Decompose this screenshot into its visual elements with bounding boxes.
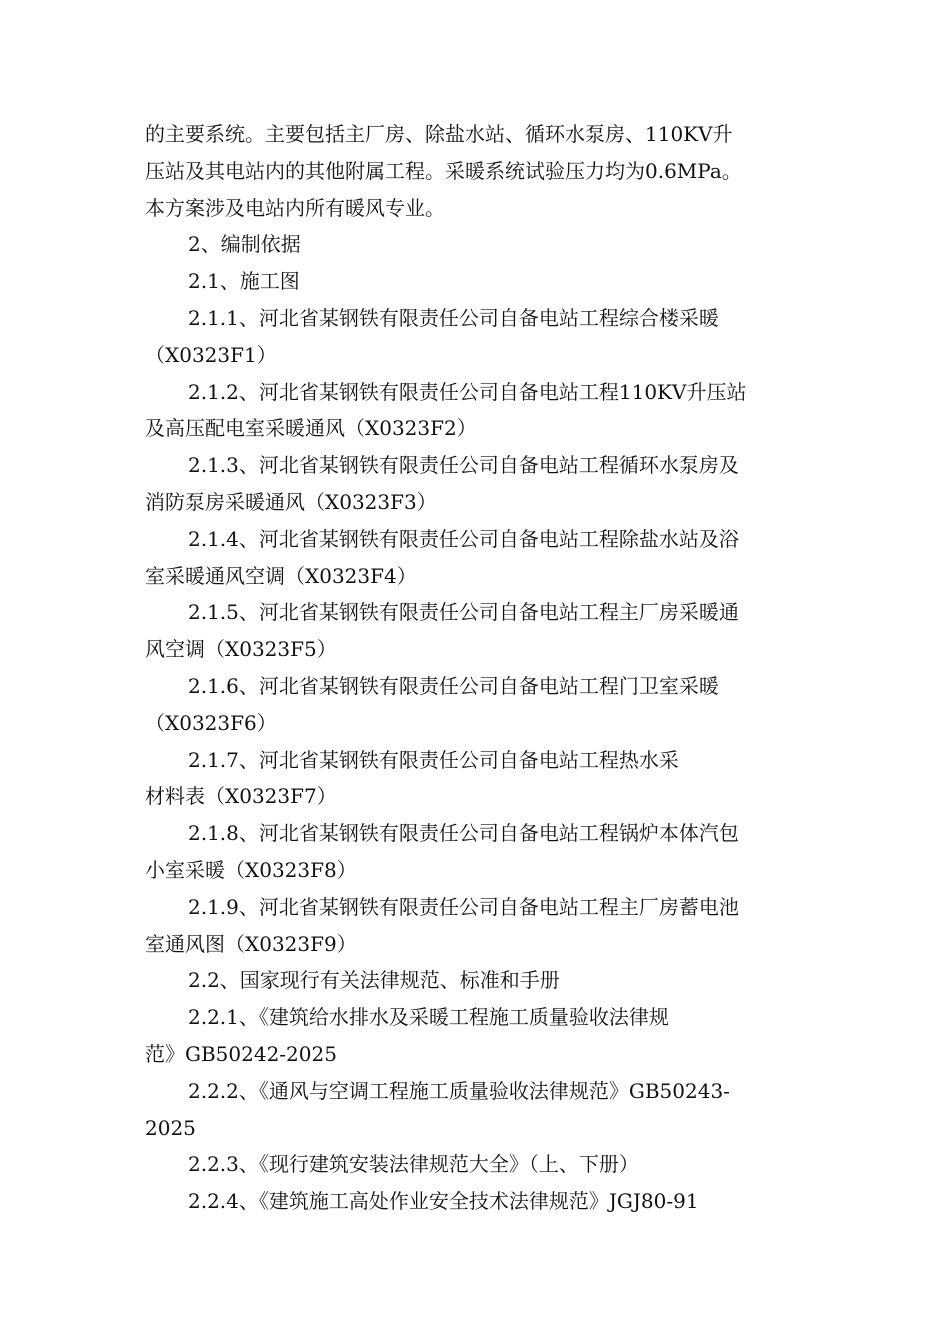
text-line: （X0323F6） bbox=[145, 710, 277, 735]
text-line: 2、编制依据 bbox=[188, 232, 301, 257]
text-line: 2.2、国家现行有关法律规范、标准和手册 bbox=[188, 968, 560, 993]
text-line: 2.1.5、河北省某钢铁有限责任公司自备电站工程主厂房采暖通 bbox=[188, 600, 739, 625]
text-line: 范》GB50242-2025 bbox=[145, 1041, 337, 1066]
text-line: （X0323F1） bbox=[145, 342, 277, 367]
text-line: 2.1.4、河北省某钢铁有限责任公司自备电站工程除盐水站及浴 bbox=[188, 526, 739, 551]
text-line: 室通风图（X0323F9） bbox=[145, 931, 357, 956]
document-body bbox=[145, 116, 810, 1220]
text-line: 2.1.7、河北省某钢铁有限责任公司自备电站工程热水采 bbox=[188, 747, 679, 772]
text-line: 2025 bbox=[145, 1115, 196, 1140]
text-line: 2.2.2、《通风与空调工程施工质量验收法律规范》GB50243- bbox=[188, 1078, 730, 1103]
text-line: 2.2.1、《建筑给水排水及采暖工程施工质量验收法律规 bbox=[188, 1005, 669, 1030]
text-line: 小室采暖（X0323F8） bbox=[145, 857, 357, 882]
text-line: 2.1.6、河北省某钢铁有限责任公司自备电站工程门卫室采暖 bbox=[188, 673, 719, 698]
text-line: 2.2.3、《现行建筑安装法律规范大全》（上、下册） bbox=[188, 1152, 639, 1177]
text-line: 2.2.4、《建筑施工高处作业安全技术法律规范》JGJ80-91 bbox=[188, 1189, 699, 1214]
text-line: 风空调（X0323F5） bbox=[145, 637, 337, 662]
text-line: 2.1.2、河北省某钢铁有限责任公司自备电站工程110KV升压站 bbox=[188, 379, 747, 404]
text-line: 2.1.9、河北省某钢铁有限责任公司自备电站工程主厂房蓄电池 bbox=[188, 894, 739, 919]
text-line: 2.1.1、河北省某钢铁有限责任公司自备电站工程综合楼采暖 bbox=[188, 305, 719, 330]
text-line: 及高压配电室采暖通风（X0323F2） bbox=[145, 416, 477, 441]
text-line: 2.1.8、河北省某钢铁有限责任公司自备电站工程锅炉本体汽包 bbox=[188, 821, 739, 846]
text-line: 压站及其电站内的其他附属工程。采暖系统试验压力均为0.6MPa。 bbox=[145, 158, 742, 183]
text-line: 本方案涉及电站内所有暖风专业。 bbox=[145, 195, 445, 220]
text-line: 2.1、施工图 bbox=[188, 269, 300, 294]
text-line: 的主要系统。主要包括主厂房、除盐水站、循环水泵房、110KV升 bbox=[145, 122, 733, 146]
text-line: 2.1.3、河北省某钢铁有限责任公司自备电站工程循环水泵房及 bbox=[188, 453, 739, 478]
text-line: 消防泵房采暖通风（X0323F3） bbox=[145, 489, 437, 514]
text-line: 材料表（X0323F7） bbox=[145, 784, 337, 809]
text-line: 室采暖通风空调（X0323F4） bbox=[145, 563, 417, 588]
